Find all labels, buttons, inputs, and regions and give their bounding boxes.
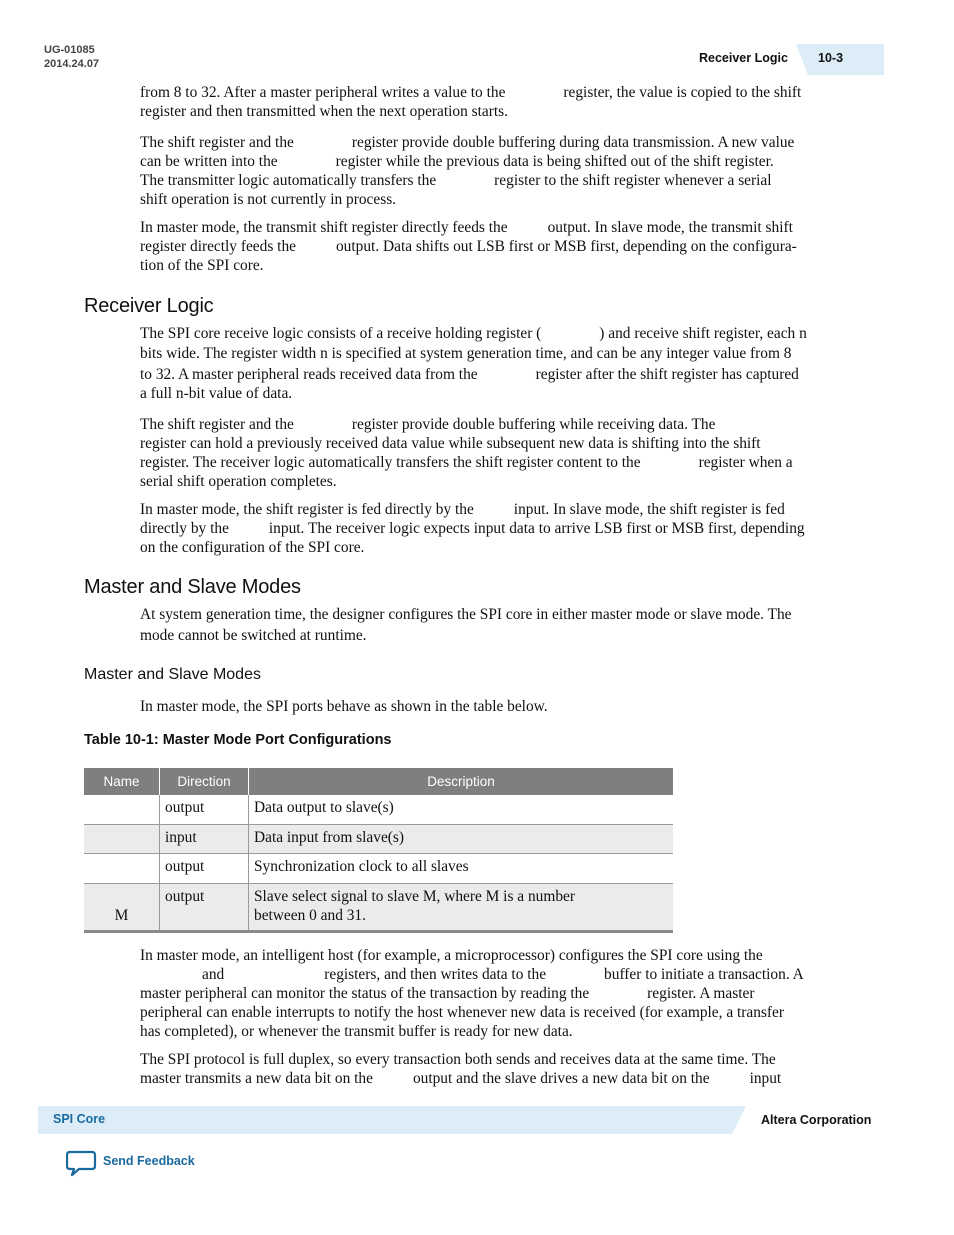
text-run: output. Data shifts out LSB first or MSB first, depending on the configura- [335,238,797,255]
receiver-paragraph-2 [140,415,874,491]
text-run: mode cannot be switched at runtime. [140,627,367,644]
intro-paragraph-3 [140,218,874,275]
text-run: register to the shift register whenever a serial [494,172,772,189]
cell-direction: output [160,884,249,932]
modes-paragraph-2 [140,697,874,716]
text-run: register. The receiver logic automatically transfers the shift register content to the [140,454,641,471]
text-run: The shift register and the [140,134,294,151]
cell-name [84,825,160,854]
text-run: a full n-bit value of data. [140,385,293,402]
cell-name [84,854,160,884]
master-slave-heading: Master and Slave Modes [84,576,301,598]
text-run: In master mode, the transmit shift register directly feeds the [140,219,508,236]
table-row [84,854,673,884]
text-run: register provide double buffering while receiving data. The [351,416,716,433]
header-section-title: Receiver Logic [699,51,788,65]
doc-number: UG-01085 [44,44,95,56]
cell-direction: output [160,795,249,825]
text-run: register when a [698,454,793,471]
text-run: The shift register and the [140,416,294,433]
intro-paragraph-2 [140,133,874,209]
text-run: register after the shift register has captured [535,366,799,383]
text-run: shift operation is not currently in process. [140,191,397,208]
intro-paragraph-1 [140,83,874,121]
footer-bar [38,1106,884,1134]
text-run: register. A master [647,985,755,1002]
text-run: input. In slave mode, the shift register is fed [513,501,785,518]
cell-direction: input [160,825,249,854]
cell-description: Synchronization clock to all slaves [249,854,674,884]
cell-description: Data input from slave(s) [249,825,674,854]
text-run: In master mode, the shift register is fed directly by the [140,501,474,518]
text-run: input. The receiver logic expects input data to arrive LSB first or MSB first, depending [268,520,805,537]
text-run: register and then transmitted when the next operation starts. [140,103,508,120]
text-run: tion of the SPI core. [140,257,264,274]
text-run: directly by the [140,520,229,537]
text-run: register while the previous data is being shifted out of the shift register. [335,153,774,170]
text-run: The SPI protocol is full duplex, so every transaction both sends and receives data at the same time. The [140,1051,776,1068]
master-slave-subheading: Master and Slave Modes [84,666,261,683]
doc-date: 2014.24.07 [44,58,100,70]
cell-name: M [84,884,160,932]
text-run: bits wide. The register width n is specified at system generation time, and can be any integer value from 8 [140,345,792,362]
text-run: and [202,966,225,983]
text-run: has completed), or whenever the transmit buffer is ready for new data. [140,1023,573,1040]
cell-name [84,795,160,825]
cell-direction: output [160,854,249,884]
master-mode-port-table [84,768,673,933]
text-run: to 32. A master peripheral reads received data from the [140,366,478,383]
text-run: input [749,1070,782,1087]
footer-chapter-link[interactable]: SPI Core [53,1112,106,1126]
table-caption: Table 10-1: Master Mode Port Configurations [84,732,392,748]
text-run: register directly feeds the [140,238,296,255]
text-run: from 8 to 32. After a master peripheral writes a value to the [140,84,506,101]
description-line: between 0 and 31. [254,907,366,924]
modes-paragraph-4 [140,1050,874,1088]
column-header-name: Name [84,768,160,795]
text-run: output. In slave mode, the transmit shift [547,219,793,236]
send-feedback-label[interactable]: Send Feedback [103,1154,195,1168]
page-number-tab [796,44,884,75]
receiver-logic-heading: Receiver Logic [84,295,214,317]
receiver-paragraph-3 [140,500,874,557]
modes-paragraph-1 [140,605,874,645]
text-run: peripheral can enable interrupts to notify the host whenever new data is received (for example, a transfer [140,1004,784,1021]
page-number: 10-3 [818,51,844,65]
text-run: The SPI core receive logic consists of a receive holding register ( [140,325,542,342]
receiver-paragraph-1 [140,324,874,403]
text-run: registers, and then writes data to the [324,966,547,983]
document-id [44,43,99,71]
text-run: At system generation time, the designer configures the SPI core in either master mode or slave mode. The [140,606,792,623]
modes-paragraph-3 [140,946,874,1041]
cell-description [249,884,674,932]
text-run: master peripheral can monitor the status of the transaction by reading the [140,985,590,1002]
text-run: register can hold a previously received data value while subsequent new data is shifting into the shift [140,435,761,452]
speech-bubble-icon [66,1150,98,1178]
description-line: Slave select signal to slave M, where M is a number [254,888,575,905]
table-row [84,884,673,932]
text-run: In master mode, the SPI ports behave as shown in the table below. [140,698,548,715]
column-header-direction: Direction [160,768,249,795]
text-run: serial shift operation completes. [140,473,337,490]
footer-bar-shape [38,1106,884,1134]
text-run: output and the slave drives a new data bit on the [412,1070,710,1087]
footer-company: Altera Corporation [761,1113,872,1127]
text-run: In master mode, an intelligent host (for example, a microprocessor) configures the SPI core using the [140,947,763,964]
text-run: can be written into the [140,153,278,170]
table-row [84,795,673,825]
text-run: master transmits a new data bit on the [140,1070,373,1087]
text-run: register, the value is copied to the shift [563,84,802,101]
text-run: The transmitter logic automatically transfers the [140,172,437,189]
table-row [84,825,673,854]
column-header-description: Description [249,768,674,795]
cell-description: Data output to slave(s) [249,795,674,825]
text-run: register provide double buffering during data transmission. A new value [351,134,795,151]
text-run: ) and receive shift register, each n [599,325,807,342]
text-run: buffer to initiate a transaction. A [604,966,804,983]
table-header-row [84,768,673,795]
text-run: on the configuration of the SPI core. [140,539,365,556]
